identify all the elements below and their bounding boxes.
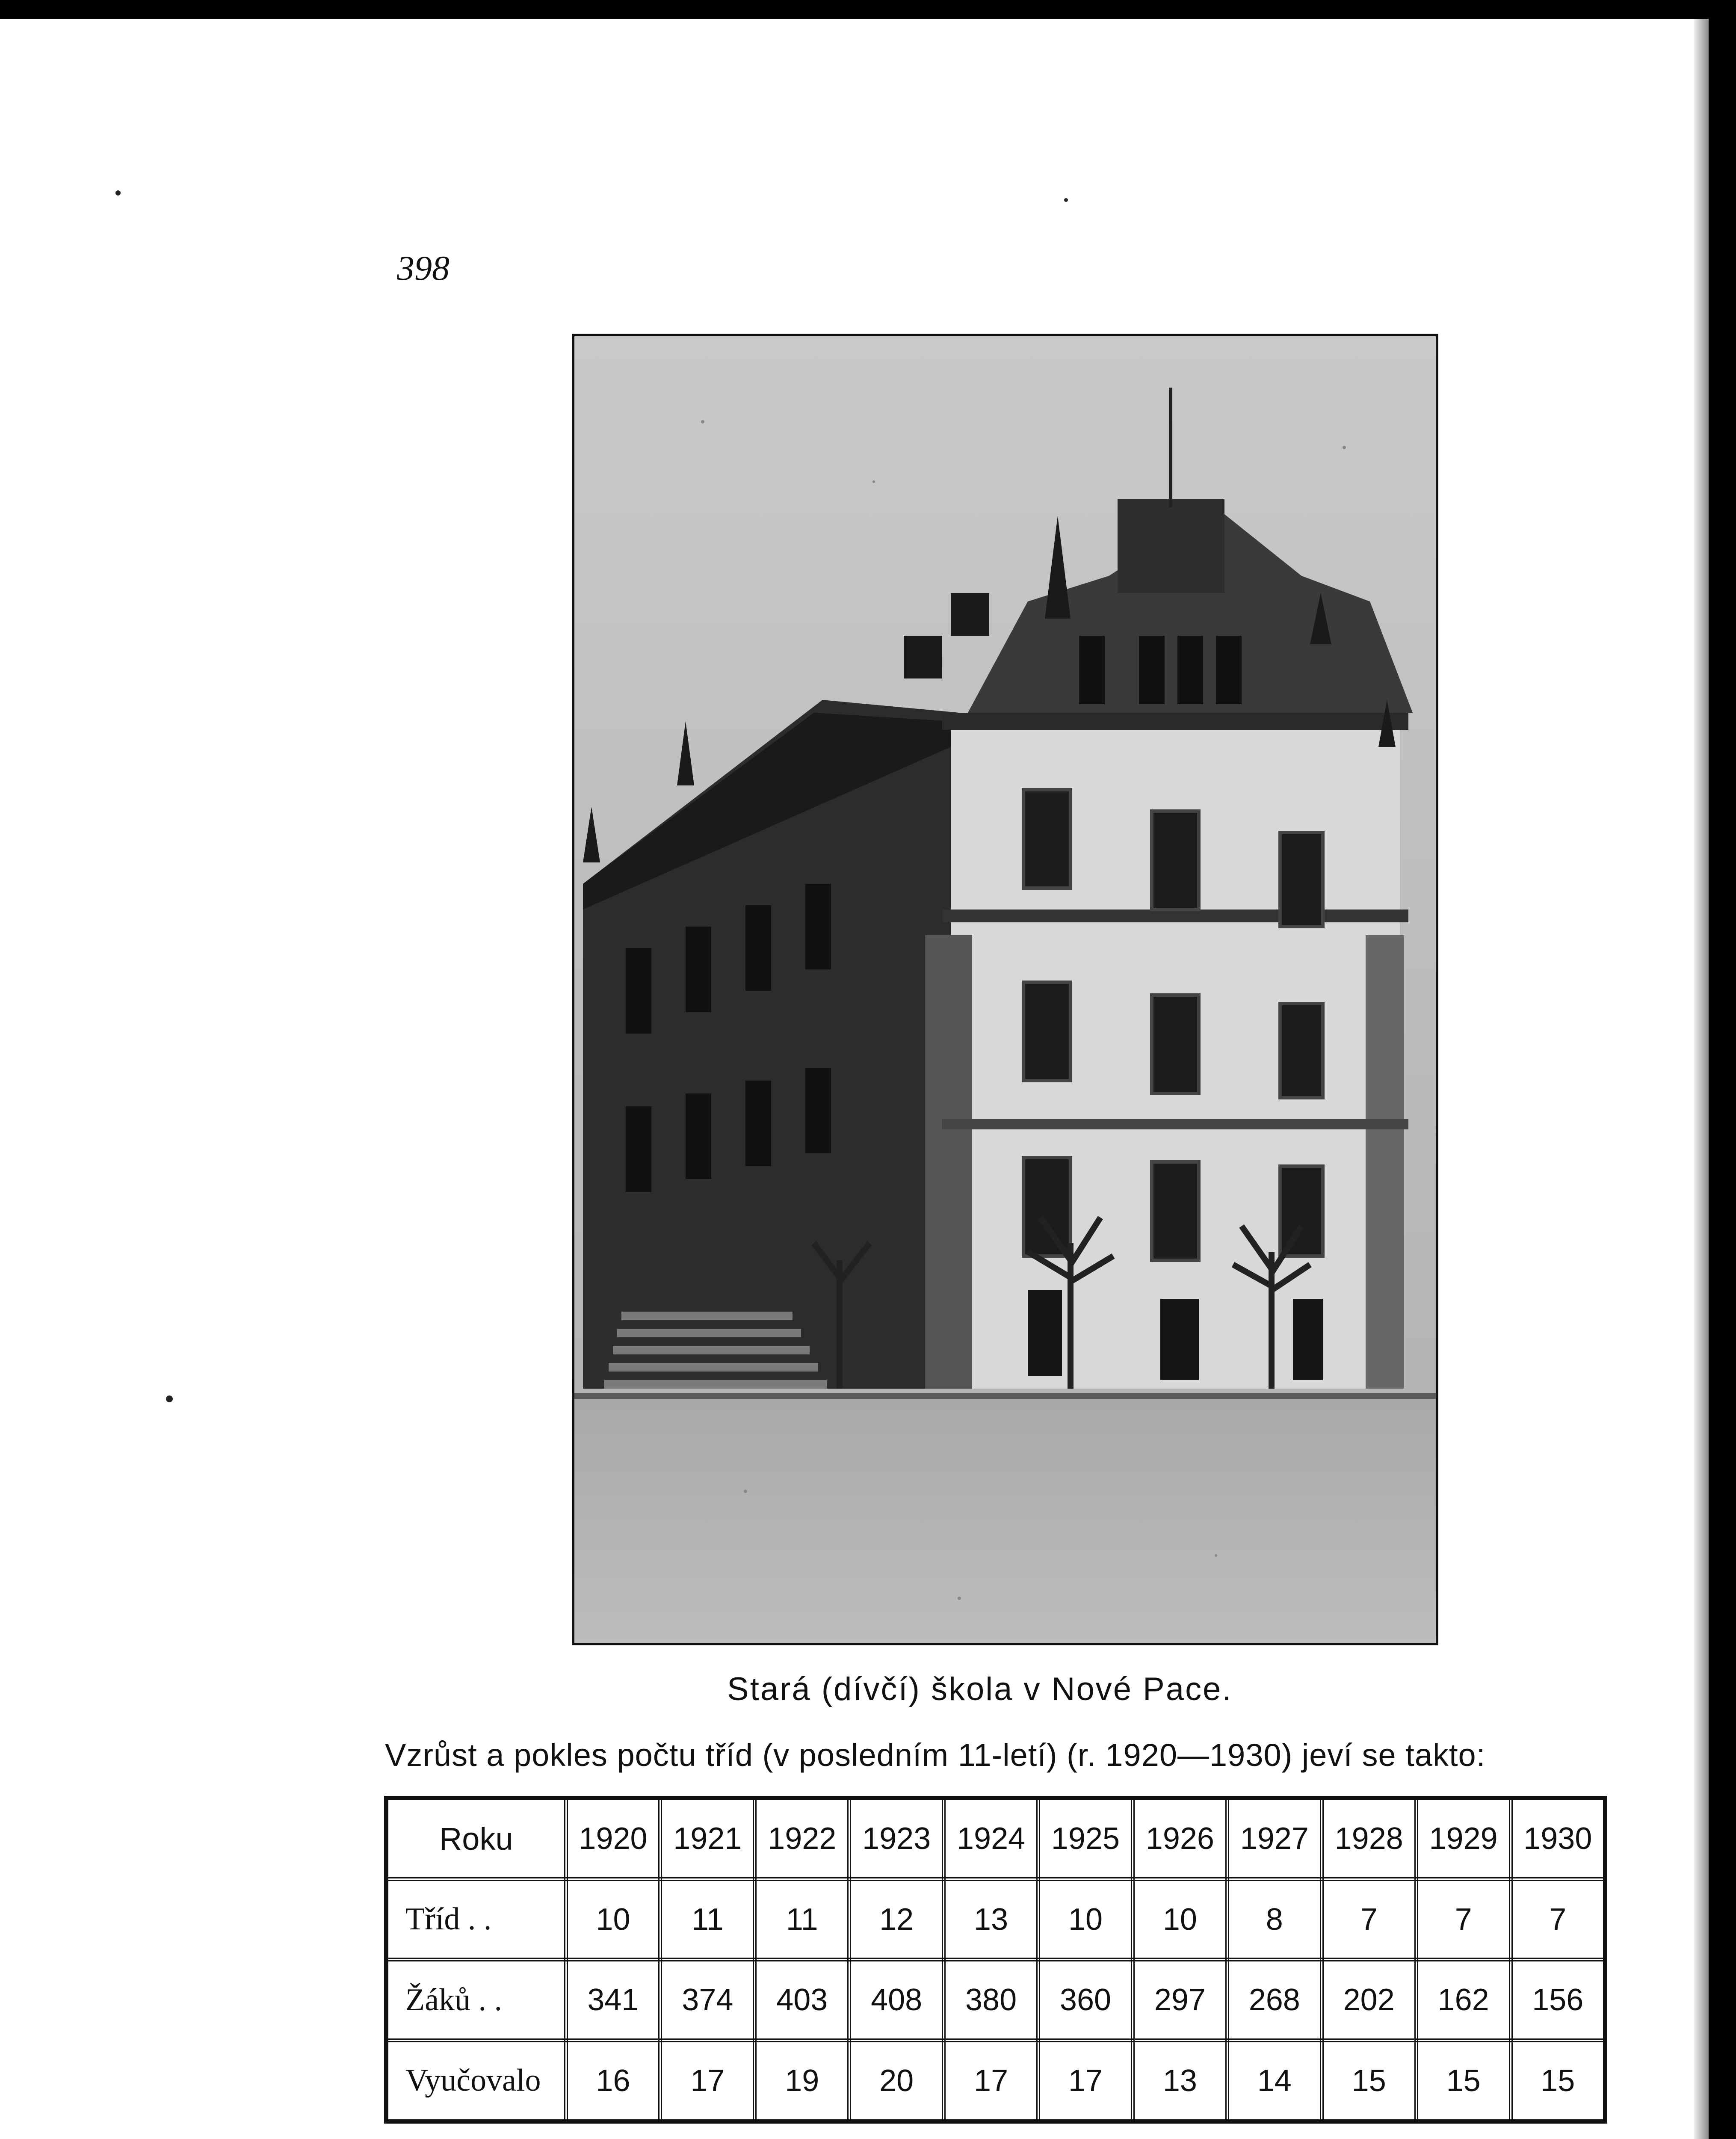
table-cell: 380 (944, 1960, 1038, 2040)
row-label-cell: Vyučovalo (386, 2040, 566, 2121)
table-cell: 268 (1227, 1960, 1322, 2040)
year-cell: 1923 (849, 1798, 944, 1879)
dust-speck (166, 1395, 173, 1402)
table-cell: 13 (944, 1879, 1038, 1960)
table-cell: 20 (849, 2040, 944, 2121)
table-cell: 17 (660, 2040, 755, 2121)
table-cell: 10 (1133, 1879, 1227, 1960)
year-cell: 1924 (944, 1798, 1038, 1879)
class-statistics-table (384, 1796, 1607, 2124)
photo-caption: Stará (dívčí) škola v Nové Pace. (727, 1671, 1233, 1707)
table-cell: 7 (1511, 1879, 1605, 1960)
table-cell: 7 (1416, 1879, 1511, 1960)
table-row-classes (386, 1879, 1605, 1960)
table-cell: 17 (944, 2040, 1038, 2121)
school-building-photo (572, 334, 1438, 1645)
page-number: 398 (397, 249, 450, 287)
table-cell: 17 (1038, 2040, 1133, 2121)
row-label-cell: Žáků . . (386, 1960, 566, 2040)
table-cell: 403 (755, 1960, 849, 2040)
scan-border-right (1709, 0, 1736, 2139)
year-cell: 1926 (1133, 1798, 1227, 1879)
table-cell: 162 (1416, 1960, 1511, 2040)
scan-border-top (0, 0, 1736, 19)
year-cell: 1930 (1511, 1798, 1605, 1879)
table-cell: 341 (566, 1960, 660, 2040)
table-header-row (386, 1798, 1605, 1879)
table-cell: 10 (566, 1879, 660, 1960)
table-cell: 11 (660, 1879, 755, 1960)
year-cell: 1921 (660, 1798, 755, 1879)
table-row-teachers (386, 2040, 1605, 2121)
table-cell: 202 (1322, 1960, 1416, 2040)
table-cell: 16 (566, 2040, 660, 2121)
table-cell: 13 (1133, 2040, 1227, 2121)
year-cell: 1922 (755, 1798, 849, 1879)
year-cell: 1920 (566, 1798, 660, 1879)
table-cell: 11 (755, 1879, 849, 1960)
year-cell: 1925 (1038, 1798, 1133, 1879)
table-cell: 14 (1227, 2040, 1322, 2121)
table-cell: 7 (1322, 1879, 1416, 1960)
table-cell: 8 (1227, 1879, 1322, 1960)
row-label-cell: Tříd . . (386, 1879, 566, 1960)
header-label-cell: Roku (386, 1798, 566, 1879)
table-cell: 19 (755, 2040, 849, 2121)
table-cell: 15 (1511, 2040, 1605, 2121)
table-cell: 12 (849, 1879, 944, 1960)
year-cell: 1929 (1416, 1798, 1511, 1879)
dust-speck (1064, 198, 1068, 202)
year-cell: 1928 (1322, 1798, 1416, 1879)
table-cell: 15 (1416, 2040, 1511, 2121)
table-row-pupils (386, 1960, 1605, 2040)
table-cell: 156 (1511, 1960, 1605, 2040)
table-intro-text: Vzrůst a pokles počtu tříd (v posledním 11-letí) (r. 1920—1930) jeví se takto: (385, 1737, 1486, 1773)
table-cell: 297 (1133, 1960, 1227, 2040)
table-cell: 360 (1038, 1960, 1133, 2040)
dust-speck (115, 190, 121, 196)
scan-page-edge (1694, 19, 1709, 2139)
year-cell: 1927 (1227, 1798, 1322, 1879)
table-cell: 15 (1322, 2040, 1416, 2121)
table-cell: 374 (660, 1960, 755, 2040)
table-cell: 10 (1038, 1879, 1133, 1960)
table-cell: 408 (849, 1960, 944, 2040)
school-building-illustration (574, 336, 1436, 1643)
